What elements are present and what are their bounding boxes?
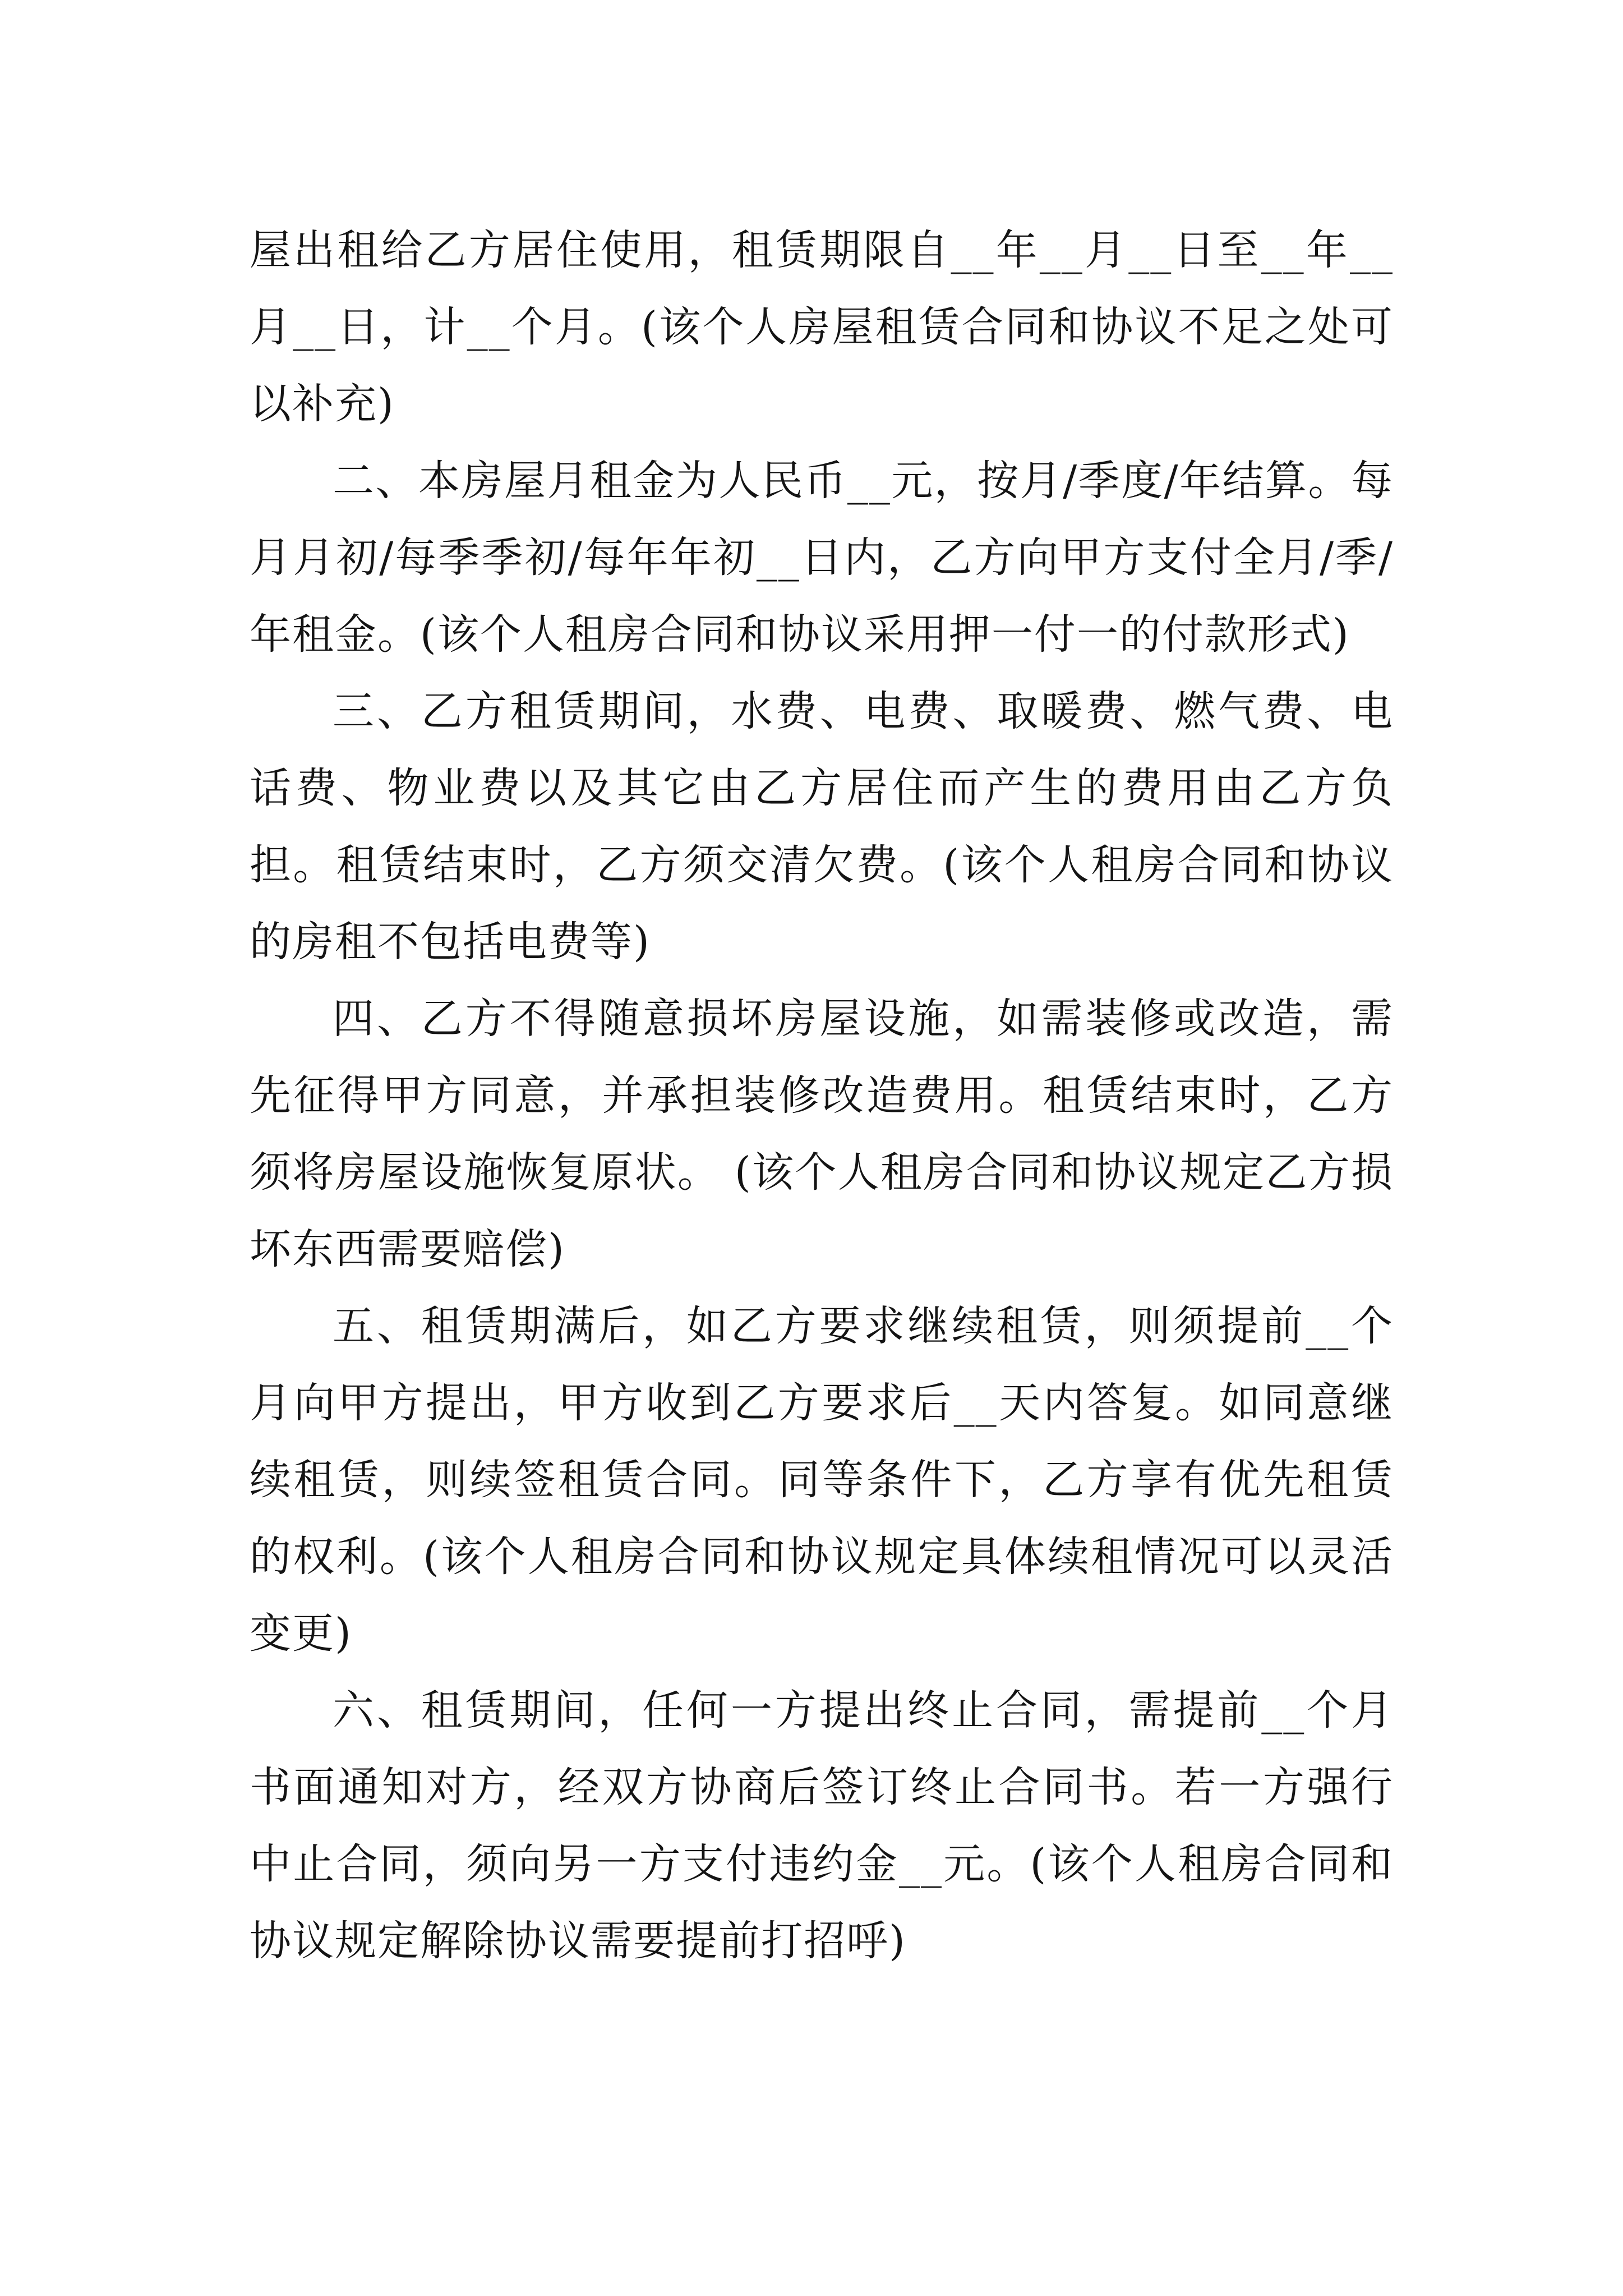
paragraph-clause-3: 三、乙方租赁期间，水费、电费、取暖费、燃气费、电话费、物业费以及其它由乙方居住而产生的费用由乙方负担。租赁结束时，乙方须交清欠费。(该个人租房合同和协议的房租不包括电费等): [250, 687, 1394, 966]
paragraph-clause-4: 四、乙方不得随意损坏房屋设施，如需装修或改造，需先征得甲方同意，并承担装修改造费用。租赁结束时，乙方须将房屋设施恢复原状。 (该个人租房合同和协议规定乙方损坏东西需要赔偿): [250, 995, 1394, 1273]
paragraph-clause-5: 五、租赁期满后，如乙方要求继续租赁，则须提前__个月向甲方提出，甲方收到乙方要求后__天内答复。如同意继续租赁，则续签租赁合同。同等条件下，乙方享有优先租赁的权利。(该个人租房合同和协议规定具体续租情况可以灵活变更): [250, 1302, 1394, 1658]
document-body: [250, 212, 1394, 1980]
paragraph-clause-1-continued: 屋出租给乙方居住使用，租赁期限自__年__月__日至__年__月__日，计__个月。(该个人房屋租赁合同和协议不足之处可以补充): [250, 226, 1394, 428]
paragraph-clause-2: 二、本房屋月租金为人民币__元，按月/季度/年结算。每月月初/每季季初/每年年初__日内，乙方向甲方支付全月/季/年租金。(该个人租房合同和协议采用押一付一的付款形式): [250, 457, 1394, 659]
paragraph-clause-6: 六、租赁期间，任何一方提出终止合同，需提前__个月书面通知对方，经双方协商后签订终止合同书。若一方强行中止合同，须向另一方支付违约金__元。(该个人租房合同和协议规定解除协议需要提前打招呼): [250, 1686, 1394, 1965]
